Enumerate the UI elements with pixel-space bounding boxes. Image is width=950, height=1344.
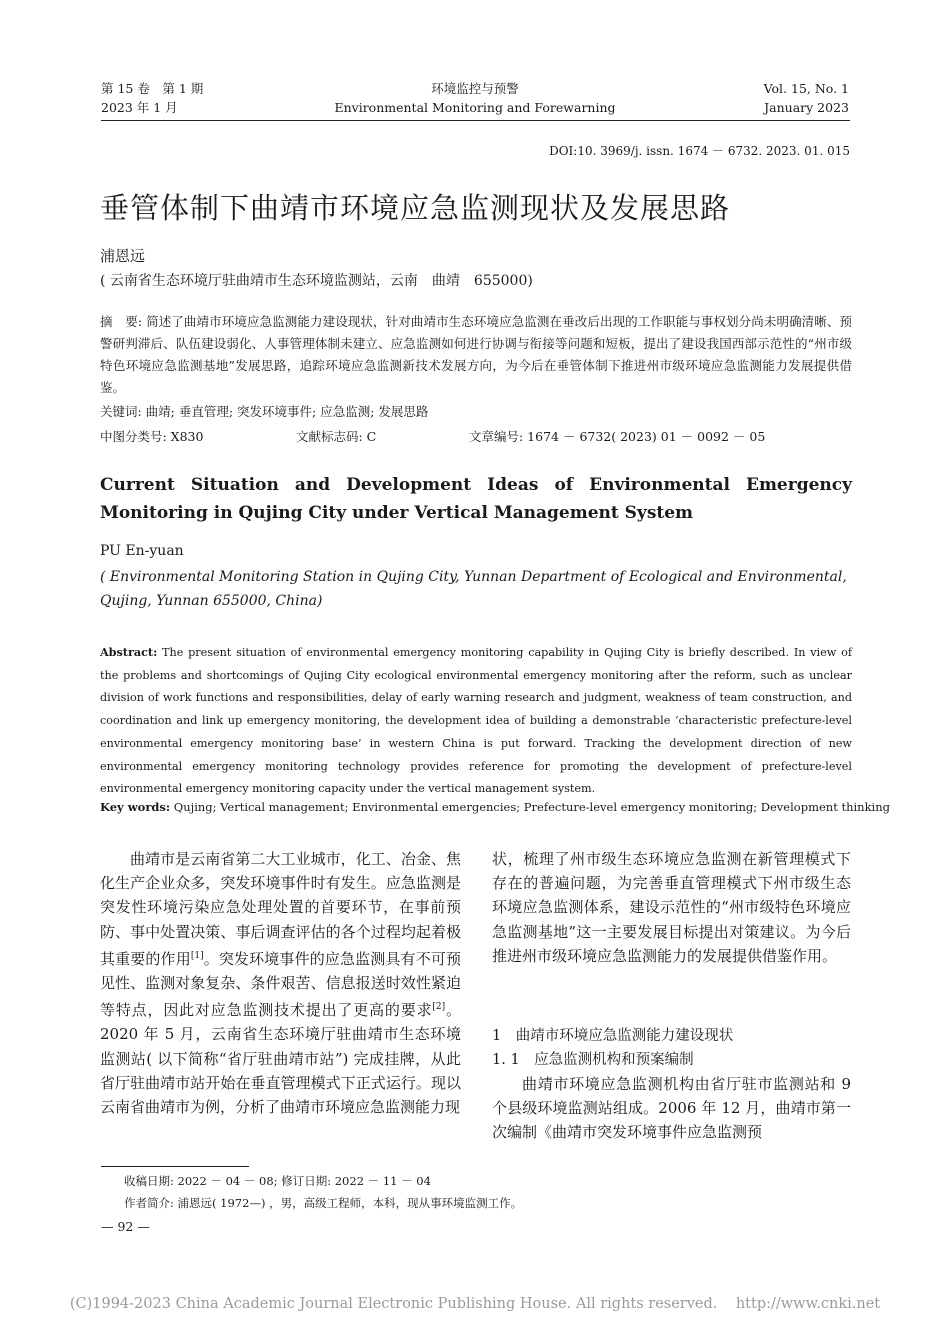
header-date: 2023 年 1 月 — [101, 100, 178, 115]
paper-title-cn: 垂管体制下曲靖市环境应急监测现状及发展思路 — [100, 191, 731, 225]
citation-2[interactable]: [2] — [432, 1002, 446, 1013]
abstract-cn: 摘 要: 简述了曲靖市环境应急监测能力建设现状，针对曲靖市生态环境应急监测在垂改后出现的工作职能与事权划分尚未明确清晰、预警研判滞后、队伍建设弱化、人事管理体制未建立、应急监测如何进行协调与衔接等问题和短板，提出了建设我国西部示范性的“州市级特色环境应急监测基地”发展思路，追踪环境应急监测新技术发展方向，为今后在垂管体制下推进州市级环境应急监测能力发展提供借鉴。 — [100, 314, 852, 395]
footnote-rule — [101, 1166, 249, 1167]
body-paragraph: 曲靖市是云南省第二大工业城市，化工、冶金、焦化生产企业众多，突发环境事件时有发生。应急监测是突发性环境污染应急处理处置的首要环节，在事前预防、事中处置决策、事后调查评估的各个过程均起着极其重要的作用[1]。突发环境事件的应急监测具有不可预见性、监测对象复杂、条件艰苦、信息报送时效性紧迫等特点，因此对应急监测技术提出了更高的要求[2]。2020 年 5 月，云南省生态环境厅驻曲靖市生态环境监测站( 以下简称“省厅驻曲靖市站”) 完成挂牌，从此省厅驻曲靖市站开始在垂直管理模式下正式运行。现以云南省曲靖市为例，分析了曲靖市环境应急监测能力现 — [100, 850, 461, 1117]
body-right-column-2 — [492, 1072, 851, 1145]
doi: DOI:10. 3969/j. issn. 1674 － 6732. 2023. 01. 015 — [549, 144, 850, 158]
keywords-en-text: Qujing; Vertical management; Environmental emergencies; Prefecture-level emergency monitoring; Development thinking — [170, 800, 890, 814]
keywords-en-label: Key words: — [100, 800, 171, 814]
clc-number: 中图分类号: X830 — [100, 429, 204, 444]
section-heading-1: 1 曲靖市环境应急监测能力建设现状 — [492, 1028, 734, 1044]
copyright-watermark: (C)1994-2023 China Academic Journal Electronic Publishing House. All rights reserved. http://www.cnki.net — [69, 1296, 881, 1312]
document-code: 文献标志码: C — [296, 429, 377, 444]
page-number: — 92 — — [101, 1219, 150, 1234]
author-cn: 浦恩远 — [100, 247, 146, 265]
header-journal-en: Environmental Monitoring and Forewarning — [334, 100, 616, 115]
body-right-column — [492, 847, 851, 968]
section-heading-1-1: 1. 1 应急监测机构和预案编制 — [492, 1052, 694, 1068]
abstract-en — [100, 641, 852, 801]
keywords-cn: 关键词: 曲靖; 垂直管理; 突发环境事件; 应急监测; 发展思路 — [100, 404, 429, 419]
header-date-en: January 2023 — [764, 100, 849, 115]
header-rule — [101, 120, 850, 121]
footnote-author-bio: 作者简介: 浦恩远( 1972—) ，男，高级工程师，本科，现从事环境监测工作。 — [124, 1196, 523, 1210]
body-paragraph: 曲靖市环境应急监测机构由省厅驻市监测站和 9 个县级环境监测站组成。2006 年 12 月，曲靖市第一次编制《曲靖市突发环境事件应急监测预 — [492, 1075, 851, 1142]
keywords-en — [100, 800, 890, 814]
body-paragraph: 状，梳理了州市级生态环境应急监测在新管理模式下存在的普遍问题，为完善垂直管理模式下州市级生态环境应急监测体系，建设示范性的“州市级特色环境应急监测基地”这一主要发展目标提出对策建议。为今后推进州市级环境应急监测能力的发展提供借鉴作用。 — [492, 850, 851, 965]
affiliation-cn: ( 云南省生态环境厅驻曲靖市生态环境监测站，云南 曲靖 655000) — [100, 273, 533, 289]
abstract-en-text: The present situation of environmental emergency monitoring capability in Qujing City is briefly described. In view of the problems and shortcomings of Qujing City ecological environmental emergency monitoring after the reform, such as unclear division of work functions and responsibilities, delay of early warning research and judgment, weakness of team construction, and coordination and link up emergency monitoring, the development idea of building a demonstrable ‘characteristic prefecture-level environmental emergency monitoring base’ in western China is put forward. Tracking the development direction of new environmental emergency monitoring technology provides reference for promoting the development of prefecture-level environmental emergency monitoring capacity under the vertical management system. — [100, 646, 852, 796]
citation-1[interactable]: [1] — [190, 950, 204, 961]
article-number: 文章编号: 1674 － 6732( 2023) 01 － 0092 － 05 — [469, 429, 766, 444]
body-left-column — [100, 847, 461, 1119]
abstract-en-label: Abstract: — [100, 645, 158, 659]
author-en: PU En-yuan — [100, 543, 184, 559]
header-journal-cn: 环境监控与预警 — [431, 81, 519, 96]
affiliation-en: ( Environmental Monitoring Station in Qujing City, Yunnan Department of Ecological and Environmental, Qujing, Yunnan 655000, China) — [100, 569, 847, 609]
header-vol-en: Vol. 15, No. 1 — [763, 81, 849, 96]
footnote-dates: 收稿日期: 2022 － 04 － 08; 修订日期: 2022 － 11 － 04 — [124, 1174, 431, 1188]
header-volume: 第 15 卷 第 1 期 — [101, 81, 204, 96]
paper-title-en: Current Situation and Development Ideas of Environmental Emergency Monitoring in Qujing City under Vertical Management System — [100, 475, 852, 523]
header-volume-issue-en — [764, 79, 849, 117]
